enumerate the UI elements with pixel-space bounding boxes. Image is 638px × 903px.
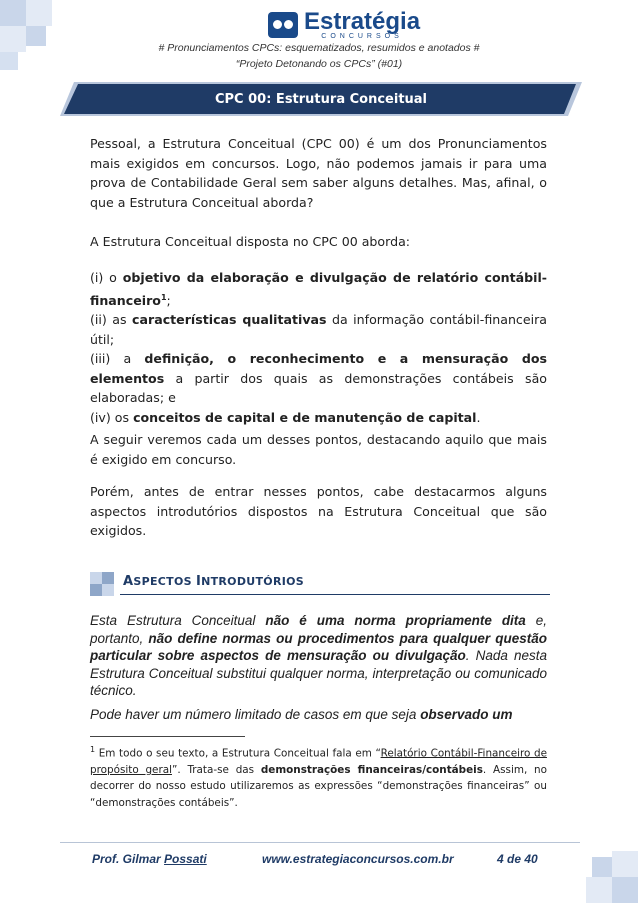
footnote: $^1$ Em todo o seu texto, a Estrutura Conceitual fala em “Relatório Contábil-Financeiro de propósito geral”. Trata-se das demonstrações financeiras/contábeis. Assim, no decorrer do nosso estudo utilizaremos as expressões “demonstrações financeiras” ou “demonstrações contábeis”.	[90, 745, 547, 809]
section-icon	[90, 572, 120, 600]
italic-paragraph-1: Esta Estrutura Conceitual não é uma norma propriamente dita e, portanto, não define normas ou procedimentos para qualquer questão particular sobre aspectos de mensuração ou divulgação. Nada nesta Estrutura Conceitual substitui qualquer norma, interpretação ou comunicado técnico.	[90, 613, 548, 698]
footer-website: www.estrategiaconcursos.com.br	[262, 852, 454, 866]
paragraph-porem: Porém, antes de entrar nesses pontos, cabe destacarmos alguns aspectos introdutórios dispostos na Estrutura Conceitual que são exigidos.	[90, 484, 547, 538]
intro-paragraph: Pessoal, a Estrutura Conceitual (CPC 00) é um dos Pronunciamentos mais exigidos em concursos. Logo, não podemos jamais ir para uma prova de Contabilidade Geral sem saber alguns detalhes. Mas, afinal, o que a Estrutura Conceitual aborda?	[90, 136, 547, 210]
section-heading: ASPECTOS INTRODUTÓRIOS	[123, 574, 304, 589]
paragraph-aborda: A Estrutura Conceitual disposta no CPC 00 aborda:	[90, 234, 411, 249]
footer-author: Prof. Gilmar Possati	[92, 852, 207, 866]
footnote-divider	[90, 736, 245, 737]
list-item: (iii) a definição, o reconhecimento e a mensuração dos elementos a partir dos quais as demonstrações contábeis são elaboradas; e	[90, 351, 547, 406]
header-line-2: “Projeto Detonando os CPCs” (#01)	[235, 58, 403, 70]
paragraph-seguir: A seguir veremos cada um desses pontos, destacando aquilo que mais é exigido em concurso.	[90, 432, 547, 467]
logo-subtitle: CONCURSOS	[321, 32, 403, 40]
list-item: (ii) as características qualitativas da informação contábil-financeira útil;	[90, 312, 547, 347]
topics-list	[90, 268, 547, 427]
footer-page-number: 4 de 40	[497, 852, 538, 866]
page-title: CPC 00: Estrutura Conceitual	[214, 91, 428, 107]
title-banner	[60, 82, 582, 116]
corner-decoration-bottom-right	[568, 833, 638, 903]
list-item: (i) o objetivo da elaboração e divulgação de relatório contábil-financeiro$^1$;	[90, 270, 547, 308]
estrategia-logo	[268, 8, 420, 42]
owl-icon	[268, 12, 298, 38]
list-item: (iv) os conceitos de capital e de manutenção de capital.	[90, 409, 481, 425]
footer-divider	[60, 842, 580, 843]
header-line-1: # Pronunciamentos CPCs: esquematizados, resumidos e anotados #	[158, 42, 480, 54]
section-divider	[120, 594, 550, 595]
italic-paragraph-2: Pode haver um número limitado de casos em que seja observado um	[90, 707, 513, 722]
logo-name: Estratégia	[304, 7, 421, 35]
